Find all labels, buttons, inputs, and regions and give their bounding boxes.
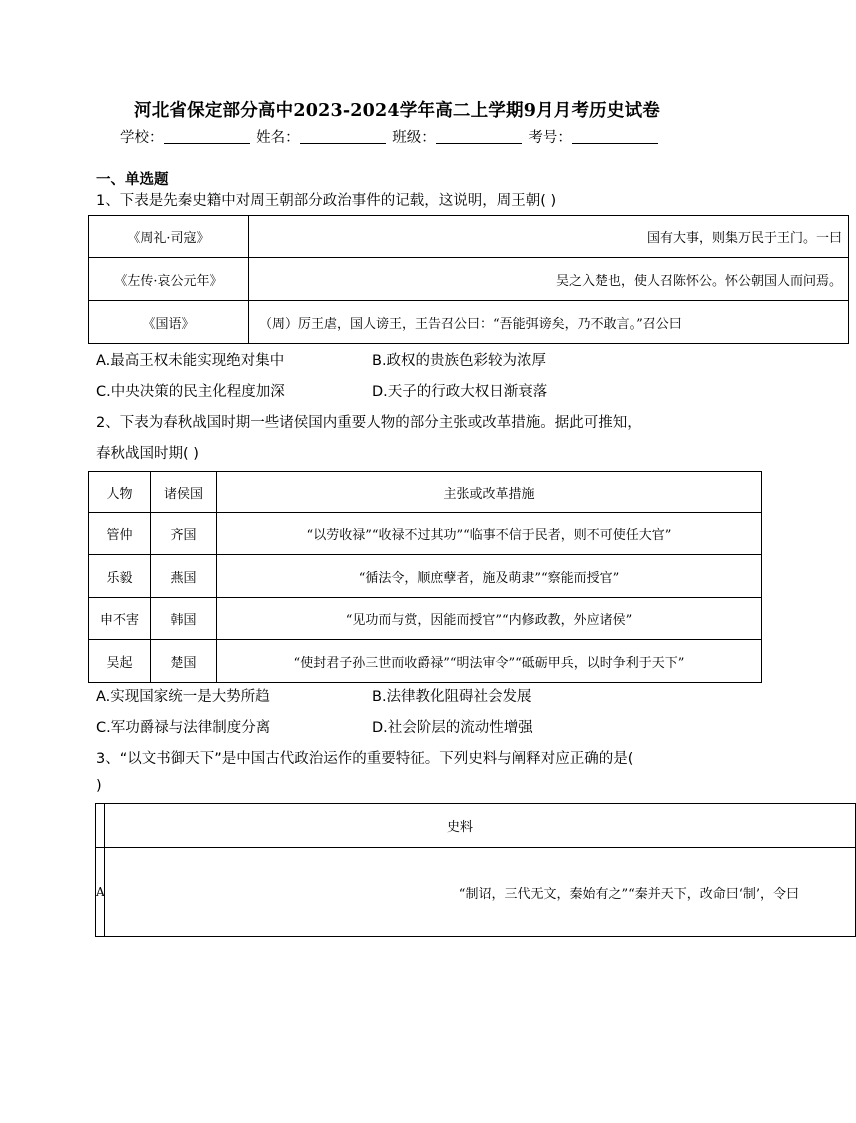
exam-number-blank[interactable] [572,129,658,144]
q1-text-cell: 吴之入楚也，使人召陈怀公。怀公朝国人而问焉。 [249,258,849,301]
q1-table-row [89,258,849,301]
q1-text-cell: （周）厉王虐，国人谤王，王告召公曰：“吾能弭谤矣，乃不敢言。”召公曰 [249,301,849,344]
q2-person-cell: 吴起 [89,640,151,683]
q2-option-c[interactable]: C.军功爵禄与法律制度分离 [96,720,271,736]
table-row [89,555,762,598]
section-heading: 一、单选题 [96,172,169,188]
exam-number-label: 考号： [528,130,572,146]
q1-table [88,215,849,344]
q1-table-row [89,216,849,258]
q3-row-label-cell: A [96,848,105,937]
student-info-line [120,126,660,147]
table-row [89,598,762,640]
q1-source-cell: 《国语》 [89,301,249,344]
table-row [89,640,762,683]
q3-row-text-cell: “制诏，三代无文，秦始有之”“秦并天下，改命曰‘制’，令曰 [105,848,856,937]
q2-person-cell: 乐毅 [89,555,151,598]
q3-header-label-cell [96,804,105,848]
school-blank[interactable] [164,129,250,144]
q2-stem-line2: 春秋战国时期( ) [96,446,199,462]
table-row [89,513,762,555]
q2-stem-line1: 2、下表为春秋战国时期一些诸侯国内重要人物的部分主张或改革措施。据此可推知， [96,415,642,431]
q2-state-cell: 燕国 [151,555,217,598]
name-blank[interactable] [300,129,386,144]
q1-stem: 1、下表是先秦史籍中对周王朝部分政治事件的记载，这说明，周王朝( ) [96,193,557,209]
q2-header-person: 人物 [89,472,151,513]
q3-table-wrapper [95,803,799,938]
school-label: 学校： [120,130,164,146]
q2-table-header-row [89,472,762,513]
class-label: 班级： [392,130,436,146]
q2-header-policy: 主张或改革措施 [217,472,762,513]
q2-policy-cell: “使封君子孙三世而收爵禄”“明法审令”“砥砺甲兵，以时争利于天下” [217,640,762,683]
table-row [96,848,856,937]
q1-option-c[interactable]: C.中央决策的民主化程度加深 [96,384,285,400]
q2-state-cell: 楚国 [151,640,217,683]
q1-source-cell: 《周礼·司寇》 [89,216,249,258]
q1-text-cell: 国有大事，则集万民于王门。一曰 [249,216,849,258]
q2-option-b[interactable]: B.法律教化阻碍社会发展 [372,689,532,705]
q1-table-wrapper [88,215,842,346]
q3-table [95,803,856,937]
class-blank[interactable] [436,129,522,144]
q1-option-b[interactable]: B.政权的贵族色彩较为浓厚 [372,353,547,369]
q2-policy-cell: “见功而与赏，因能而授官”“内修政教，外应诸侯” [217,598,762,640]
q2-state-cell: 齐国 [151,513,217,555]
q2-option-a[interactable]: A.实现国家统一是大势所趋 [96,689,270,705]
q2-table [88,471,762,683]
q2-person-cell: 管仲 [89,513,151,555]
name-label: 姓名： [256,130,300,146]
q2-header-state: 诸侯国 [151,472,217,513]
q1-option-a[interactable]: A.最高王权未能实现绝对集中 [96,353,285,369]
q1-option-d[interactable]: D.天子的行政大权日渐衰落 [372,384,548,400]
q1-table-row [89,301,849,344]
q2-policy-cell: “以劳收禄”“收禄不过其功”“临事不信于民者，则不可使任大官” [217,513,762,555]
q2-option-d[interactable]: D.社会阶层的流动性增强 [372,720,533,736]
q2-person-cell: 申不害 [89,598,151,640]
q3-header-cell: 史料 [105,804,856,848]
q3-stem-line2: ) [96,778,102,794]
q1-source-cell: 《左传·哀公元年》 [89,258,249,301]
page-title: 河北省保定部分高中2023-2024学年高二上学期9月月考历史试卷 [134,101,660,121]
q2-state-cell: 韩国 [151,598,217,640]
q2-policy-cell: “循法令，顺庶孽者，施及萌隶”“察能而授官” [217,555,762,598]
q3-table-header-row [96,804,856,848]
q3-stem-line1: 3、“以文书御天下”是中国古代政治运作的重要特征。下列史料与阐释对应正确的是( [96,751,634,767]
